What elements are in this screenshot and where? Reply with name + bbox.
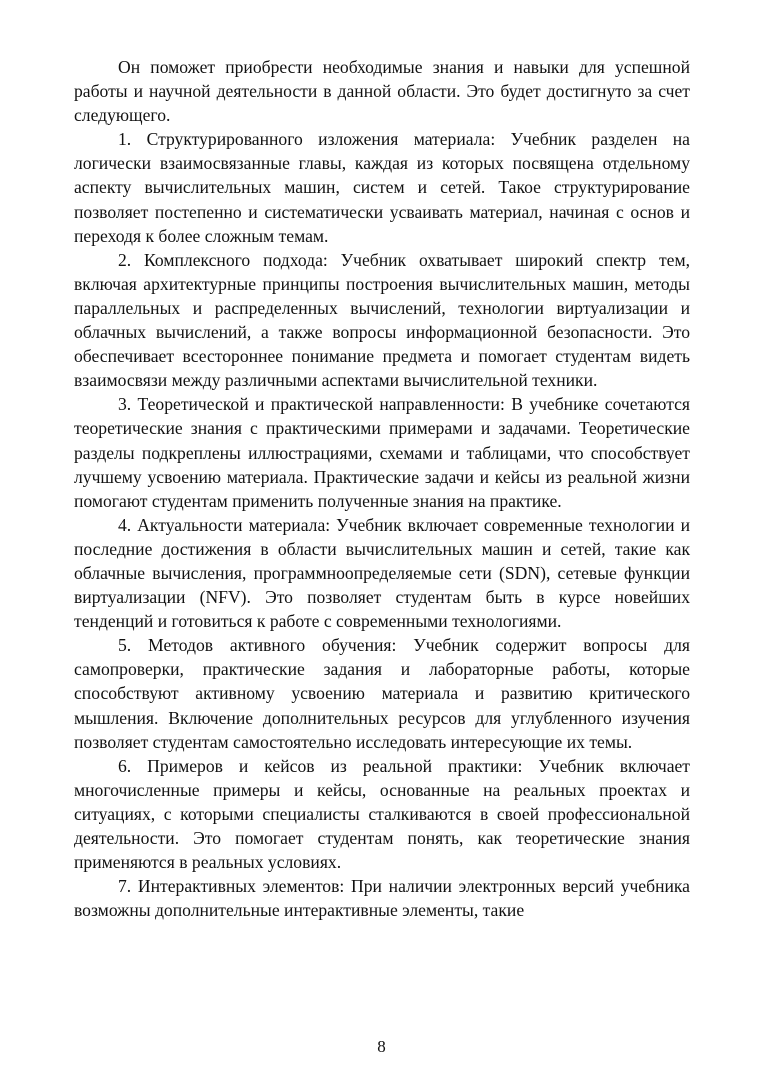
paragraph-item-1: 1. Структурированного изложения материала: Учебник разделен на логически взаимосвязанные главы, каждая из которых посвящена отдельному аспекту вычислительных машин, систем и сетей. Такое структурирование позволяет постепенно и систематически усваивать материал, начиная с основ и переходя к более сложным темам. [74, 129, 690, 246]
paragraph-item-5: 5. Методов активного обучения: Учебник содержит вопросы для самопроверки, практические задания и лабораторные работы, которые способствуют активному усвоению материала и развитию критического мышления. Включение дополнительных ресурсов для углубленного изучения позволяет студентам самостоятельно исследовать интересующие их темы. [74, 635, 690, 752]
paragraph-item-2: 2. Комплексного подхода: Учебник охватывает широкий спектр тем, включая архитектурные принципы построения вычислительных машин, методы параллельных и распределенных вычислений, технологии виртуализации и облачных вычислений, а также вопросы информационной безопасности. Это обеспечивает всестороннее понимание предмета и помогает студентам видеть взаимосвязи между различными аспектами вычислительной техники. [74, 249, 690, 391]
paragraph-item-6: 6. Примеров и кейсов из реальной практики: Учебник включает многочисленные примеры и кейсы, основанные на реальных проектах и ситуациях, с которыми специалисты сталкиваются в своей профессиональной деятельности. Это помогает студентам понять, как теоретические знания применяются в реальных условиях. [74, 755, 690, 873]
paragraph-item-7: 7. Интерактивных элементов: При наличии электронных версий учебника возможны дополнительные интерактивные элементы, такие [74, 876, 690, 921]
page-body [74, 55, 690, 922]
page-number: 8 [377, 1037, 386, 1056]
paragraph-intro: Он поможет приобрести необходимые знания и навыки для успешной работы и научной деятельности в данной области. Это будет достигнуто за счет следующего. [74, 57, 690, 126]
paragraph-item-3: 3. Теоретической и практической направленности: В учебнике сочетаются теоретические знания с практическими примерами и задачами. Теоретические разделы подкреплены иллюстрациями, схемами и таблицами, что способствует лучшему усвоению материала. Практические задачи и кейсы из реальной жизни помогают студентам применить полученные знания на практике. [74, 394, 690, 511]
paragraph-item-4: 4. Актуальности материала: Учебник включает современные технологии и последние достижения в области вычислительных машин и сетей, такие как облачные вычисления, программноопределяемые сети (SDN), сетевые функции виртуализации (NFV). Это позволяет студентам быть в курсе новейших тенденций и готовиться к работе с современными технологиями. [74, 514, 690, 632]
